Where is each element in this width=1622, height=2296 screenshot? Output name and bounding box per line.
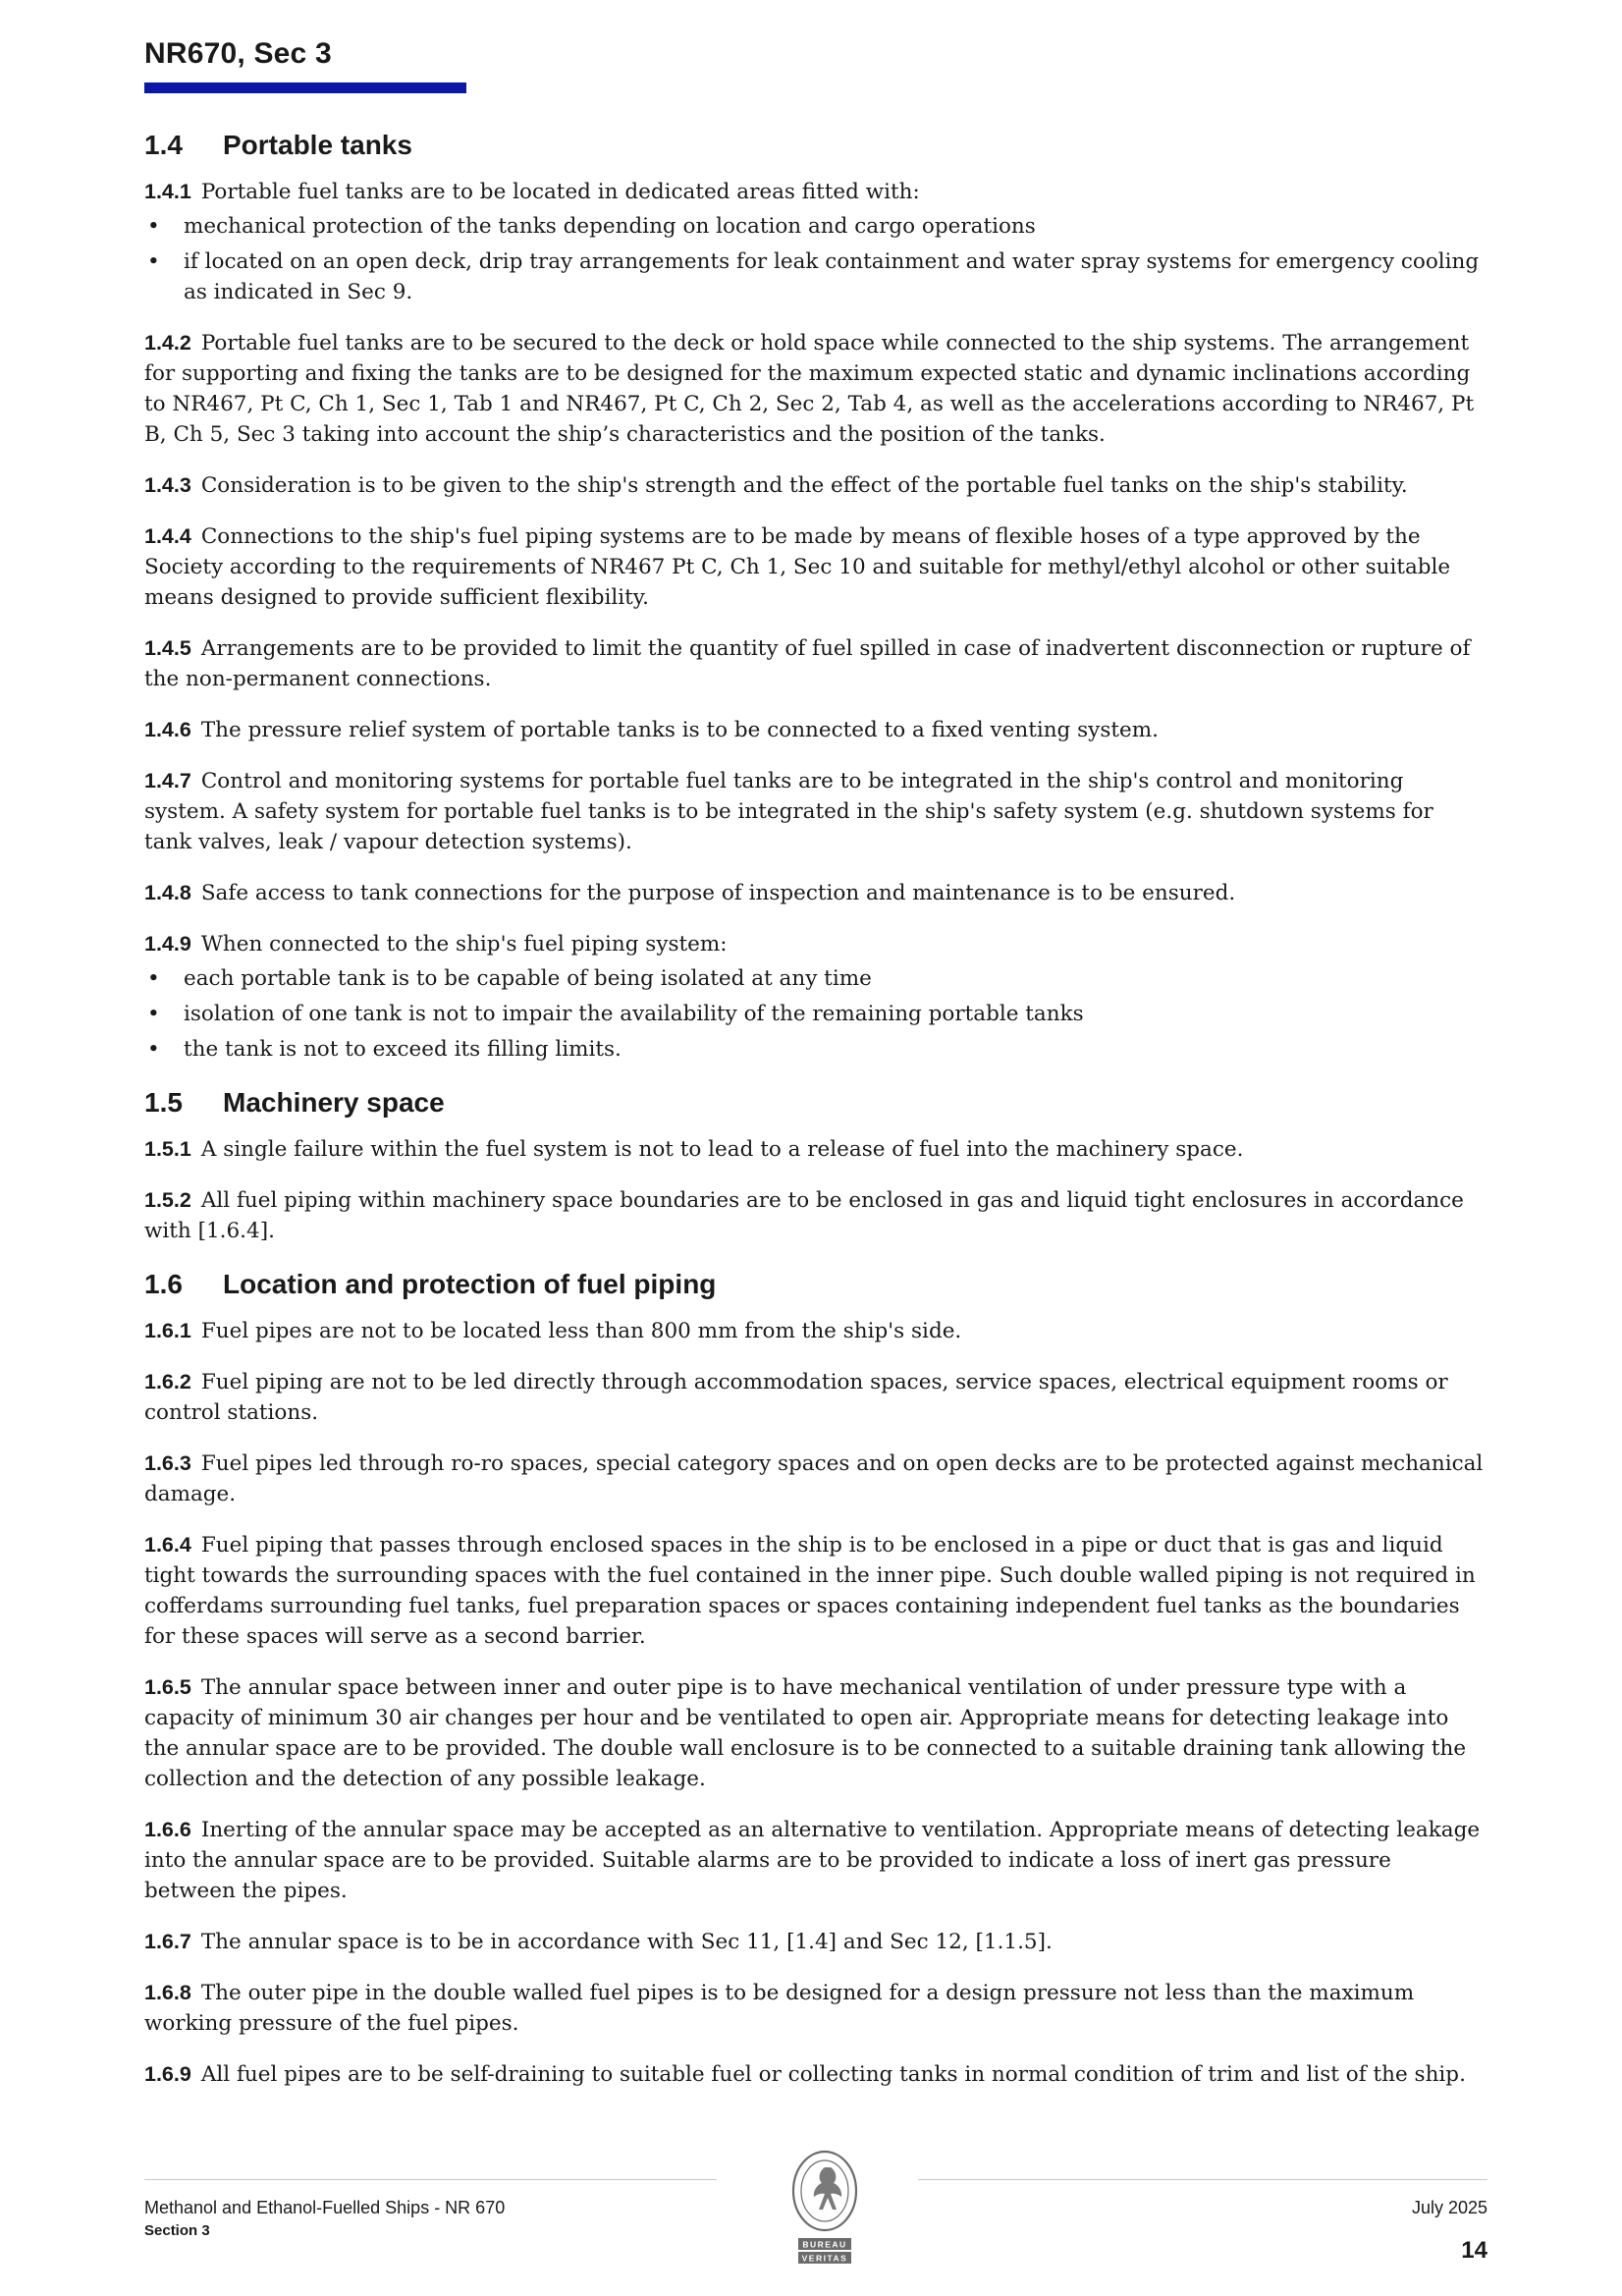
paragraph-1-4-2: 1.4.2 Portable fuel tanks are to be secured to the deck or hold space while connected to the ship systems. The arrangement for supporting and fixing the tanks are to be designed for the maximum expected static and dynamic inclinations according to NR467, Pt C, Ch 1, Sec 1, Tab 1 and NR467, Pt C, Ch 2, Sec 2, Tab 4, as well as the accelerations according to NR467, Pt B, Ch 5, Sec 3 taking into account the ship’s characteristics and the position of the tanks. bbox=[144, 331, 1475, 447]
paragraph-1-6-9: 1.6.9 All fuel pipes are to be self-draining to suitable fuel or collecting tanks in normal condition of trim and list of the ship. bbox=[144, 2062, 1466, 2087]
paragraph-1-6-2: 1.6.2 Fuel piping are not to be led directly through accommodation spaces, service spaces, electrical equipment rooms or control stations. bbox=[144, 1370, 1448, 1425]
paragraph-1-4-3: 1.4.3 Consideration is to be given to the ship's strength and the effect of the portable fuel tanks on the ship's stability. bbox=[144, 473, 1408, 498]
section-heading-1-4: 1.4 Portable tanks bbox=[144, 130, 412, 160]
paragraph-1-4-7: 1.4.7 Control and monitoring systems for portable fuel tanks are to be integrated in the ship's control and monitoring system. A safety system for portable fuel tanks is to be integrated in the ship's safety system (e.g. shutdown systems for tank valves, leak / vapour detection systems). bbox=[144, 769, 1433, 854]
paragraph-1-6-3: 1.6.3 Fuel pipes led through ro-ro spaces, special category spaces and on open decks are to be protected against mechanical damage. bbox=[144, 1451, 1484, 1506]
paragraph-1-6-8: 1.6.8 The outer pipe in the double walled fuel pipes is to be designed for a design pressure not less than the maximum working pressure of the fuel pipes. bbox=[144, 1981, 1415, 2036]
footer-rule-left bbox=[144, 2179, 717, 2180]
list-item: • the tank is not to exceed its filling limits. bbox=[144, 1034, 1487, 1065]
paragraph-1-4-6: 1.4.6 The pressure relief system of portable tanks is to be connected to a fixed venting system. bbox=[144, 718, 1159, 742]
paragraph-1-5-1: 1.5.1 A single failure within the fuel system is not to lead to a release of fuel into the machinery space. bbox=[144, 1137, 1244, 1162]
bullet-list-1-4-1 bbox=[144, 211, 1487, 307]
section-heading-1-6: 1.6 Location and protection of fuel piping bbox=[144, 1269, 717, 1299]
paragraph-1-4-4: 1.4.4 Connections to the ship's fuel piping systems are to be made by means of flexible hoses of a type approved by the Society according to the requirements of NR467 Pt C, Ch 1, Sec 10 and suitable for methyl/ethyl alcohol or other suitable means designed to provide sufficient flexibility. bbox=[144, 524, 1451, 610]
section-heading-1-5: 1.5 Machinery space bbox=[144, 1087, 445, 1118]
svg-text:BUREAU: BUREAU bbox=[802, 2239, 847, 2250]
bureau-veritas-logo-icon bbox=[781, 2148, 869, 2273]
bullet-list-1-4-9 bbox=[144, 963, 1487, 1065]
paragraph-1-6-1: 1.6.1 Fuel pipes are not to be located less than 800 mm from the ship's side. bbox=[144, 1319, 962, 1343]
document-body bbox=[144, 128, 1487, 2110]
footer-section: Section 3 bbox=[144, 2222, 210, 2239]
page-number: 14 bbox=[1461, 2237, 1487, 2264]
paragraph-1-6-6: 1.6.6 Inerting of the annular space may be accepted as an alternative to ventilation. Appropriate means of detecting leakage into the annular space are to be provided. Suitable alarms are to be provided to indicate a loss of inert gas pressure between the pipes. bbox=[144, 1818, 1481, 1903]
paragraph-1-6-7: 1.6.7 The annular space is to be in accordance with Sec 11, [1.4] and Sec 12, [1.1.5]. bbox=[144, 1930, 1053, 1954]
paragraph-1-4-9: 1.4.9 When connected to the ship's fuel piping system: bbox=[144, 932, 728, 957]
footer-date: July 2025 bbox=[1411, 2198, 1487, 2217]
list-item: • each portable tank is to be capable of being isolated at any time bbox=[144, 963, 1487, 994]
paragraph-1-4-1: 1.4.1 Portable fuel tanks are to be located in dedicated areas fitted with: bbox=[144, 180, 920, 204]
paragraph-1-5-2: 1.5.2 All fuel piping within machinery space boundaries are to be enclosed in gas and liquid tight enclosures in accordance with [1.6.4]. bbox=[144, 1188, 1464, 1243]
paragraph-1-4-8: 1.4.8 Safe access to tank connections for the purpose of inspection and maintenance is to be ensured. bbox=[144, 881, 1236, 905]
footer-rule-right bbox=[918, 2179, 1487, 2180]
list-item: • isolation of one tank is not to impair the availability of the remaining portable tanks bbox=[144, 999, 1487, 1029]
svg-text:VERITAS: VERITAS bbox=[801, 2253, 848, 2264]
paragraph-1-6-5: 1.6.5 The annular space between inner and outer pipe is to have mechanical ventilation of under pressure type with a capacity of minimum 30 air changes per hour and be ventilated to open air. Appropriate means for detecting leakage into the annular space are to be provided. The double wall enclosure is to be connected to a suitable draining tank allowing the collection and the detection of any possible leakage. bbox=[144, 1675, 1467, 1791]
paragraph-1-6-4: 1.6.4 Fuel piping that passes through enclosed spaces in the ship is to be enclosed in a pipe or duct that is gas and liquid tight towards the surrounding spaces with the fuel contained in the inner pipe. Such double walled piping is not required in cofferdams surrounding fuel tanks, fuel preparation spaces or spaces containing independent fuel tanks as the boundaries for these spaces will serve as a second barrier. bbox=[144, 1533, 1476, 1649]
paragraph-1-4-5: 1.4.5 Arrangements are to be provided to limit the quantity of fuel spilled in case of inadvertent disconnection or rupture of the non-permanent connections. bbox=[144, 636, 1471, 691]
header-accent-bar bbox=[144, 82, 466, 93]
list-item: • mechanical protection of the tanks depending on location and cargo operations bbox=[144, 211, 1487, 242]
footer-doc-title: Methanol and Ethanol-Fuelled Ships - NR 670 bbox=[144, 2198, 506, 2217]
list-item: • if located on an open deck, drip tray arrangements for leak containment and water spray systems for emergency cooling as indicated in Sec 9. bbox=[144, 246, 1487, 307]
footer-document-info bbox=[144, 2198, 505, 2239]
page-header-title: NR670, Sec 3 bbox=[144, 37, 332, 70]
